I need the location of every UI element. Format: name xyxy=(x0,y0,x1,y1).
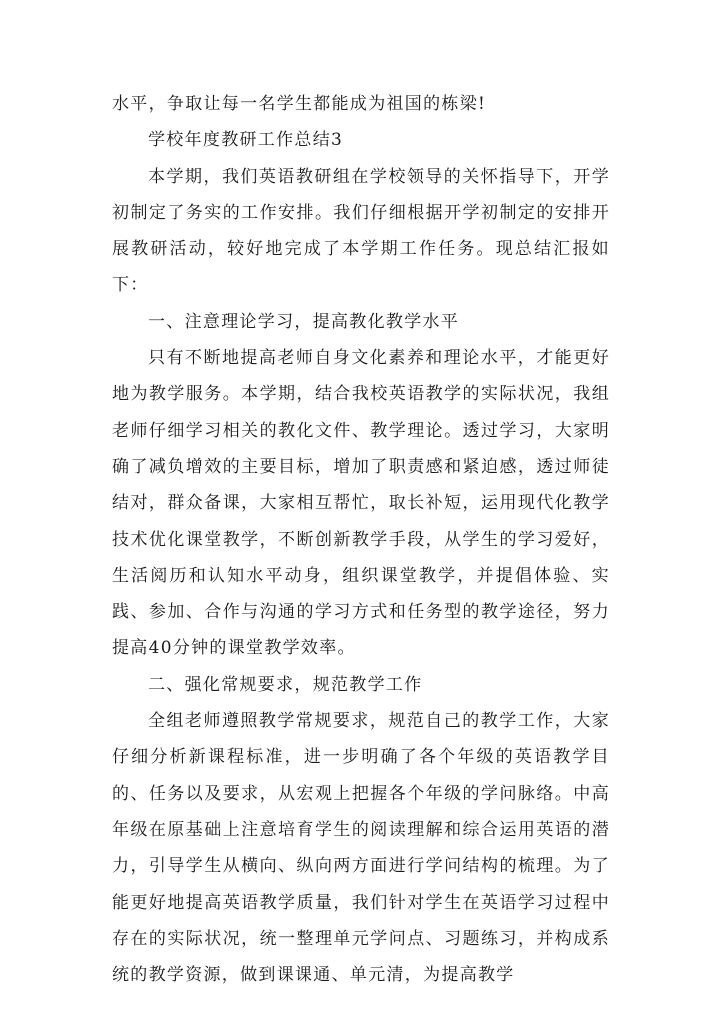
heading-2: 二、强化常规要求，规范教学工作 xyxy=(148,674,423,695)
intro-paragraph: 本学期，我们英语教研组在学校领导的关怀指导下，开学初制定了务实的工作安排。我们仔细根据开学初制定的安排开展教研活动，较好地完成了本学期工作任务。现总结汇报如下： xyxy=(112,166,610,296)
continued-paragraph: 水平，争取让每一名学生都能成为祖国的栋梁! xyxy=(112,94,487,114)
document-body xyxy=(112,86,610,993)
body-paragraph-2: 全组老师遵照教学常规要求，规范自己的教学工作，大家仔细分析新课程标准，进一步明确了各个年级的英语教学目的、任务以及要求，从宏观上把握各个年级的学问脉络。中高年级在原基础上注意培育学生的阅读理解和综合运用英语的潜力，引导学生从横向、纵向两方面进行学问结构的梳理。为了能更好地提高英语教学质量，我们针对学生在英语学习过程中存在的实际状况，统一整理单元学问点、习题练习，并构成系统的教学资源，做到课课通、单元清，为提高教学 xyxy=(112,711,610,986)
body-paragraph-1: 只有不断地提高老师自身文化素养和理论水平，才能更好地为教学服务。本学期，结合我校英语教学的实际状况，我组老师仔细学习相关的教化文件、教学理论。透过学习，大家明确了减负增效的主要目标，增加了职责感和紧迫感，透过师徒结对，群众备课，大家相互帮忙，取长补短，运用现代化教学技术优化课堂教学，不断创新教学手段，从学生的学习爱好，生活阅历和认知水平动身，组织课堂教学，并提倡体验、实践、参加、合作与沟通的学习方式和任务型的教学途径，努力提高40分钟的课堂教学效率。 xyxy=(112,348,610,659)
heading-1: 一、注意理论学习，提高教化教学水平 xyxy=(148,311,460,332)
section-title: 学校年度教研工作总结3 xyxy=(148,130,344,151)
